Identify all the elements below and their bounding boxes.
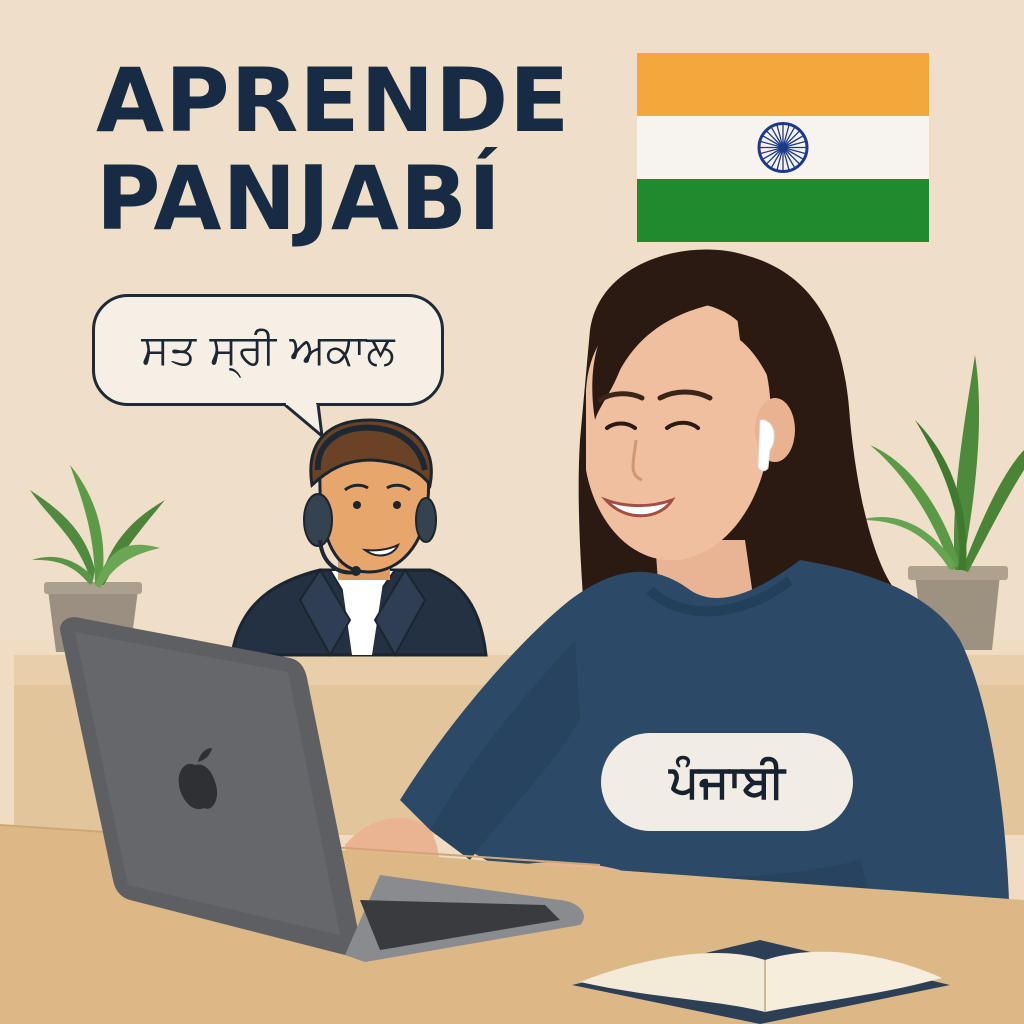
india-flag bbox=[637, 53, 929, 242]
greeting-text: ਸਤ ਸ੍ਰੀ ਅਕਾਲ bbox=[141, 325, 395, 374]
headline-line-2: PANJABÍ bbox=[96, 147, 502, 250]
headline-line-1: APRENDE bbox=[96, 49, 571, 152]
punjabi-label: ਪੰਜਾਬੀ bbox=[669, 754, 785, 808]
speech-bubble bbox=[92, 294, 444, 406]
headline bbox=[96, 49, 596, 250]
ashoka-chakra-icon bbox=[759, 124, 807, 172]
sweater-badge bbox=[601, 733, 853, 831]
speech-bubble-tail bbox=[282, 400, 342, 440]
